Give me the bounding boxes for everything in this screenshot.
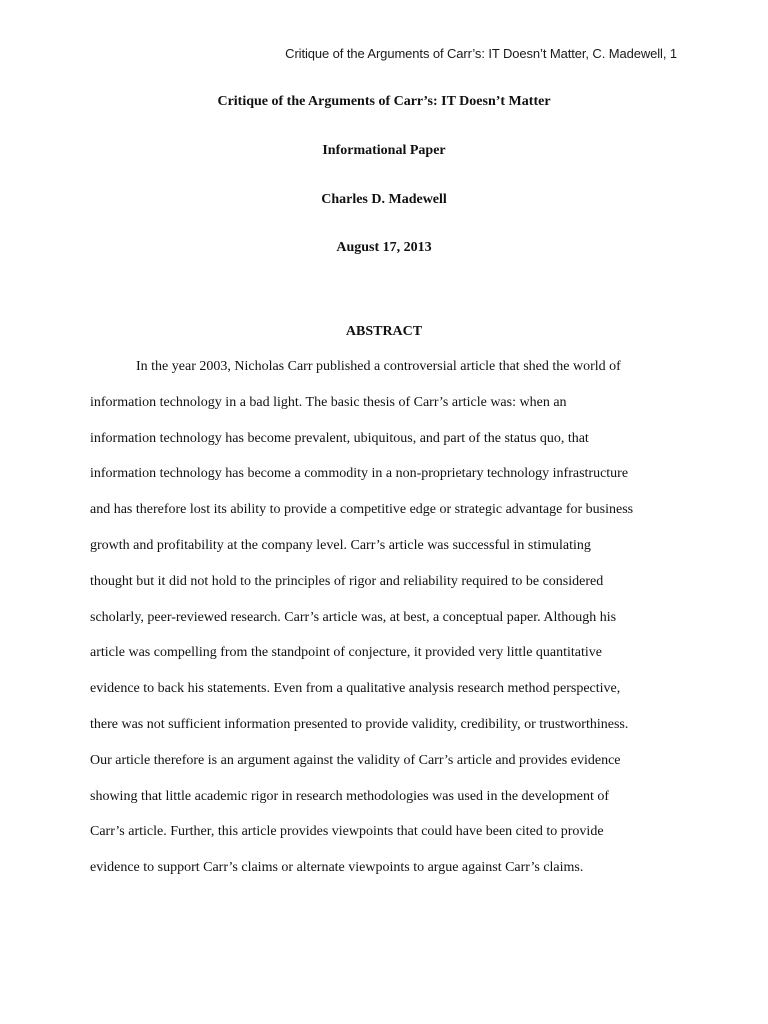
- abstract-body: [90, 349, 680, 886]
- abstract-line: article was compelling from the standpoint of conjecture, it provided very little quantitative: [90, 645, 603, 661]
- abstract-line: showing that little academic rigor in research methodologies was used in the development of: [90, 788, 610, 804]
- abstract-line: information technology has become prevalent, ubiquitous, and part of the status quo, that: [90, 430, 589, 446]
- paper-type: Informational Paper: [322, 143, 446, 158]
- abstract-heading: ABSTRACT: [345, 324, 423, 339]
- paper-title: Critique of the Arguments of Carr’s: IT Doesn’t Matter: [217, 94, 551, 109]
- abstract-line: Our article therefore is an argument against the validity of Carr’s article and provides evidence: [90, 752, 621, 768]
- abstract-line: information technology has become a commodity in a non-proprietary technology infrastructure: [90, 466, 629, 482]
- abstract-line: evidence to support Carr’s claims or alternate viewpoints to argue against Carr’s claims.: [90, 860, 584, 876]
- abstract-line: information technology in a bad light. The basic thesis of Carr’s article was: when an: [90, 394, 567, 410]
- abstract-line: and has therefore lost its ability to provide a competitive edge or strategic advantage for business: [90, 502, 634, 518]
- abstract-line: Carr’s article. Further, this article provides viewpoints that could have been cited to provide: [90, 824, 604, 840]
- abstract-line: there was not sufficient information presented to provide validity, credibility, or trustworthiness.: [90, 716, 629, 732]
- abstract-line: evidence to back his statements. Even from a qualitative analysis research method perspective,: [90, 681, 621, 697]
- abstract-line: In the year 2003, Nicholas Carr published a controversial article that shed the world of: [136, 359, 621, 374]
- running-head: Critique of the Arguments of Carr’s: IT Doesn’t Matter, C. Madewell, 1: [285, 46, 677, 61]
- author-name: Charles D. Madewell: [321, 192, 447, 207]
- abstract-line: scholarly, peer-reviewed research. Carr’s article was, at best, a conceptual paper. Although his: [90, 609, 617, 625]
- abstract-line: growth and profitability at the company level. Carr’s article was successful in stimulating: [90, 537, 591, 553]
- abstract-line: thought but it did not hold to the principles of rigor and reliability required to be considered: [90, 573, 604, 589]
- paper-date: August 17, 2013: [336, 240, 432, 255]
